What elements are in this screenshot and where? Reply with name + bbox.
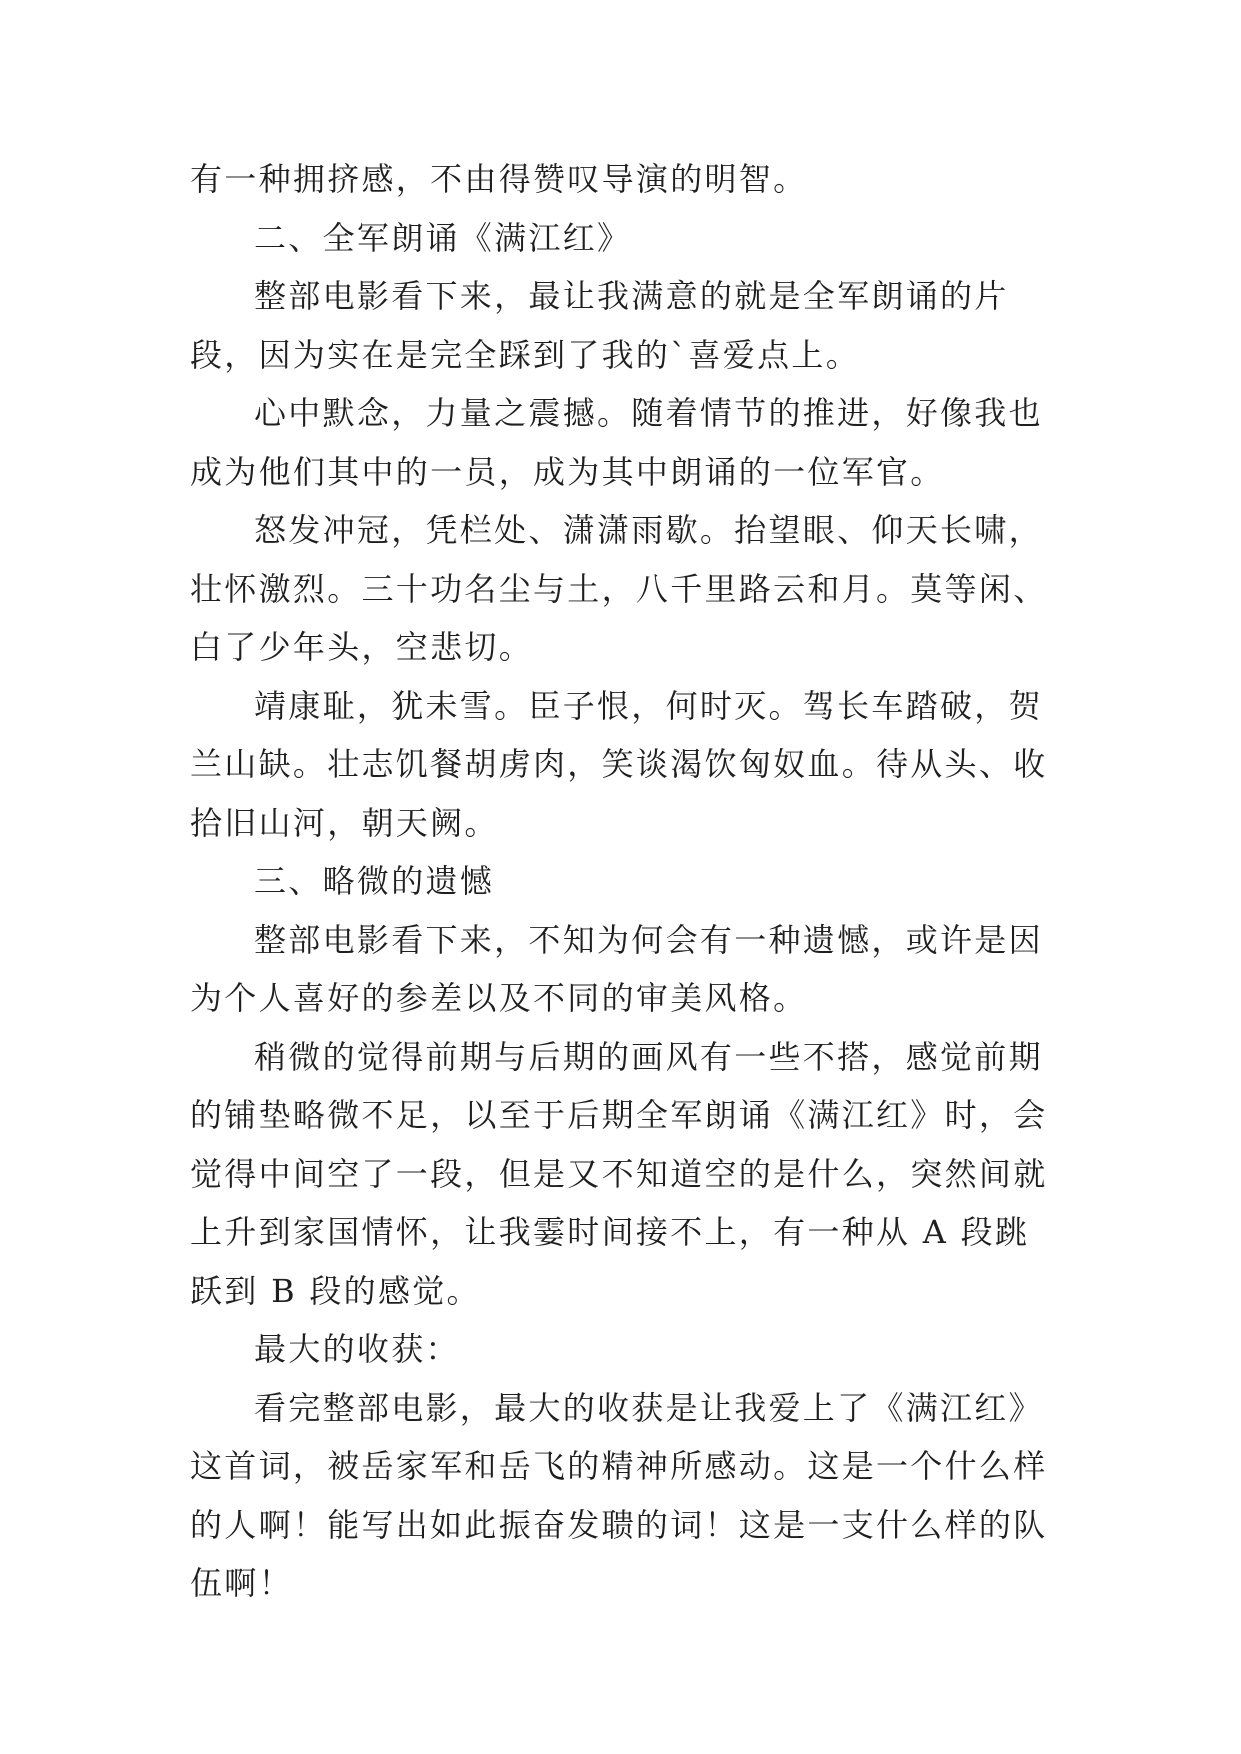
paragraph: 整部电影看下来，不知为何会有一种遗憾，或许是因为个人喜好的参差以及不同的审美风格。 — [190, 920, 1043, 1017]
section-heading-gain: 最大的收获： — [254, 1330, 460, 1368]
paragraph: 心中默念，力量之震撼。随着情节的推进，好像我也成为他们其中的一员，成为其中朗诵的一位军官。 — [190, 394, 1043, 491]
paragraph: 看完整部电影，最大的收获是让我爱上了《满江红》这首词，被岳家军和岳飞的精神所感动。这是一个什么样的人啊！能写出如此振奋发聩的词！这是一支什么样的队伍啊！ — [190, 1388, 1048, 1602]
paragraph: 整部电影看下来，最让我满意的就是全军朗诵的片段，因为实在是完全踩到了我的`喜爱点上。 — [190, 277, 1009, 374]
poem-stanza-2: 靖康耻，犹未雪。臣子恨，何时灭。驾长车踏破，贺兰山缺。壮志饥餐胡虏肉，笑谈渴饮匈奴血。待从头、收拾旧山河，朝天阙。 — [190, 686, 1048, 842]
section-heading-recitation: 二、全军朗诵《满江红》 — [254, 218, 632, 257]
document-page — [190, 150, 1054, 1613]
paragraph: 稍微的觉得前期与后期的画风有一些不搭，感觉前期的铺垫略微不足，以至于后期全军朗诵《满江红》时，会觉得中间空了一段，但是又不知道空的是什么，突然间就上升到家国情怀，让我霎时间接不上，有一种从 A 段跳跃到 B 段的感觉。 — [190, 1037, 1048, 1310]
section-heading-regret: 三、略微的遗憾 — [254, 862, 495, 900]
paragraph-continuation: 有一种拥挤感，不由得赞叹导演的明智。 — [190, 160, 808, 198]
poem-stanza-1: 怒发冲冠，凭栏处、潇潇雨歇。抬望眼、仰天长啸，壮怀激烈。三十功名尘与土，八千里路云和月。莫等闲、白了少年头，空悲切。 — [190, 511, 1048, 666]
